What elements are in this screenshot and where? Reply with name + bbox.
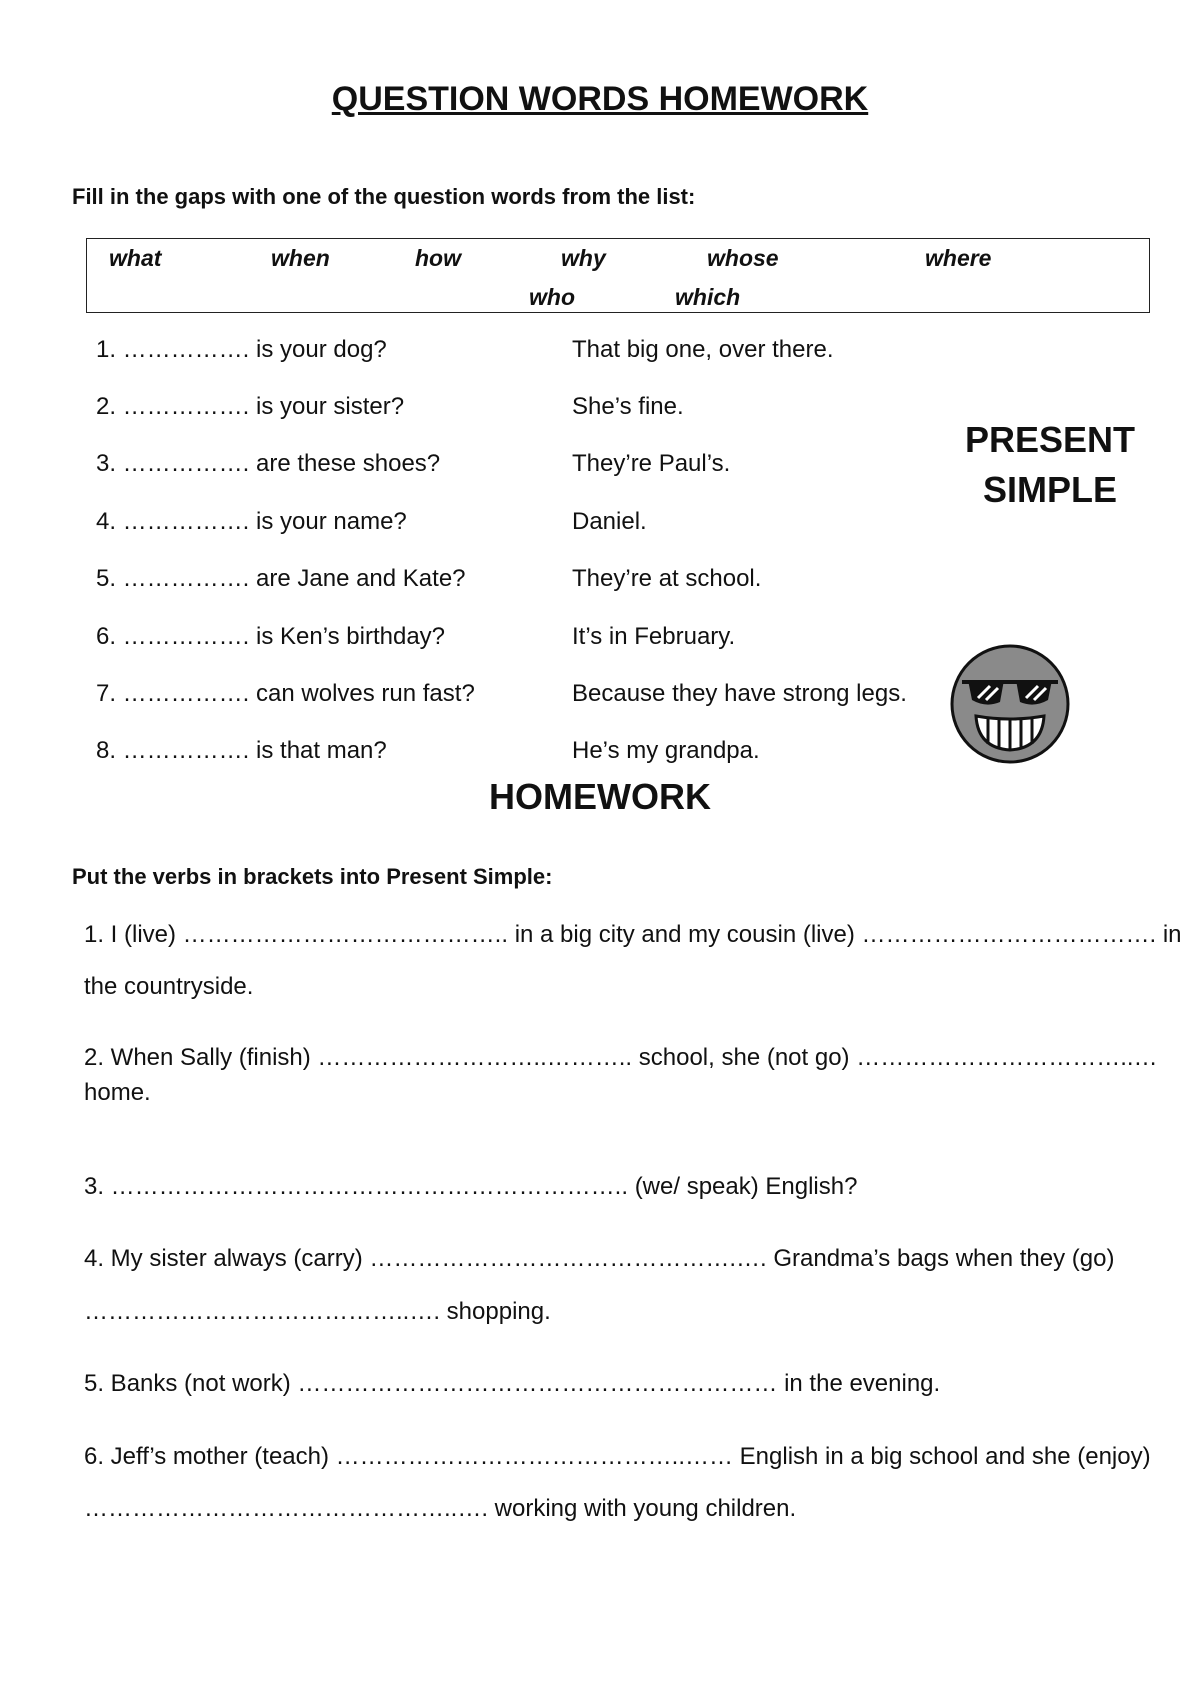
- exercise-line: 2. When Sally (finish) ………………………..……….. school, she (not go) ……………………………..…: [84, 1044, 1158, 1071]
- question-6: 6. ……………. is Ken’s birthday?: [96, 623, 446, 650]
- question-7: 7. ……………. can wolves run fast?: [96, 680, 475, 707]
- exercise-line: the countryside.: [84, 973, 254, 1000]
- exercise-line: …………………………………..…. shopping.: [84, 1298, 551, 1325]
- word-why: why: [561, 245, 606, 271]
- question-1: 1. ……………. is your dog?: [96, 336, 387, 363]
- word-how: how: [415, 245, 461, 271]
- word-which: which: [675, 284, 741, 310]
- present-label: PRESENT: [964, 419, 1136, 460]
- exercise-line: 1. I (live) ………………………………….. in a big city and my cousin (live) ………………………………. in: [84, 921, 1182, 948]
- answer-5: They’re at school.: [572, 565, 762, 592]
- exercise-2-instruction: Put the verbs in brackets into Present Simple:: [72, 864, 553, 889]
- exercise-line: 5. Banks (not work) …………………………………………………… in the evening.: [84, 1370, 941, 1397]
- answer-3: They’re Paul’s.: [572, 450, 731, 477]
- answer-1: That big one, over there.: [572, 336, 834, 363]
- exercise-line: 3. ……………………………………………………….. (we/ speak) English?: [84, 1173, 858, 1200]
- question-4: 4. ……………. is your name?: [96, 508, 407, 535]
- question-8: 8. ……………. is that man?: [96, 737, 387, 764]
- exercise-line: ………………………………………..…. working with young children.: [84, 1495, 797, 1522]
- answer-7: Because they have strong legs.: [572, 680, 907, 707]
- answer-8: He’s my grandpa.: [572, 737, 760, 764]
- word-whose: whose: [707, 245, 779, 271]
- word-what: what: [109, 245, 162, 271]
- question-3: 3. ……………. are these shoes?: [96, 450, 441, 477]
- cool-smiley-icon: [948, 642, 1072, 766]
- word-when: when: [271, 245, 330, 271]
- homework-heading: HOMEWORK: [489, 776, 711, 817]
- word-who: who: [529, 284, 575, 310]
- answer-2: She’s fine.: [572, 393, 684, 420]
- exercise-line: home.: [84, 1079, 151, 1106]
- answer-6: It’s in February.: [572, 623, 736, 650]
- question-2: 2. ……………. is your sister?: [96, 393, 405, 420]
- question-5: 5. ……………. are Jane and Kate?: [96, 565, 466, 592]
- present-simple-label: [950, 415, 1150, 515]
- simple-label: SIMPLE: [982, 469, 1117, 510]
- word-list-box: [86, 238, 1150, 313]
- word-where: where: [925, 245, 992, 271]
- exercise-line: 4. My sister always (carry) ……………………………………….…. Grandma’s bags when they (go): [84, 1245, 1115, 1272]
- exercise-line: 6. Jeff’s mother (teach) ……………………………………..…… English in a big school and she (enjoy): [84, 1443, 1151, 1470]
- exercise-1-instruction: Fill in the gaps with one of the question words from the list:: [72, 184, 696, 209]
- page-title: QUESTION WORDS HOMEWORK: [331, 80, 869, 118]
- answer-4: Daniel.: [572, 508, 647, 535]
